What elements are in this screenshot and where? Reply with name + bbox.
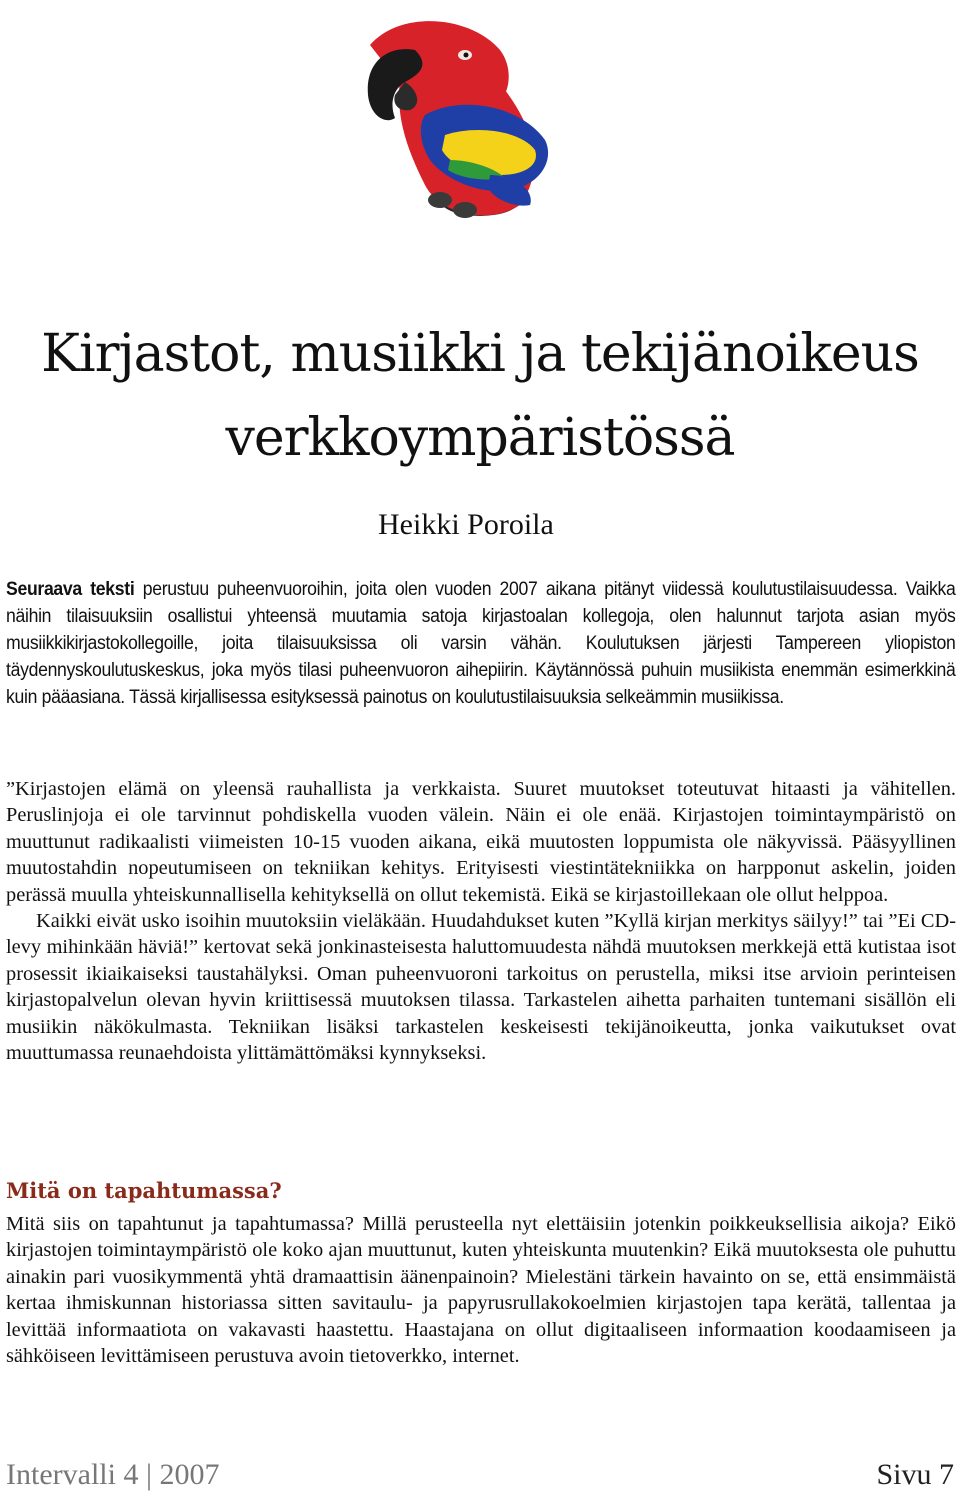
body-paragraph-2: Kaikki eivät usko isoihin muutoksiin vieläkään. Huudahdukset kuten ”Kyllä kirjan merkitys säilyy!” tai ”Ei CD-levy mihinkään häviä!” kertovat sekä jonkinasteisesta haluttomuudesta nähdä muutoksen merkkejä että kutistaa isot prosessit ikiaikaiseksi taustahälyksi. Oman puheenvuoroni tarkoitus on perustella, miksi itse arvioin perinteisen kirjastopalvelun olevan hyvin kriittisessä muutoksen tilassa. Tarkastelen aihetta parhaiten tuntemani sisällön eli musiikin näkökulmasta. Tekniikan lisäksi tarkastelen keskeisesti tekijänoikeutta, jonka vaikutukset ovat muuttumassa reunaehdoista ylittämättömäksi kynnykseksi. (6, 910, 956, 1065)
intro-text: perustuu puheenvuoroihin, joita olen vuoden 2007 aikana pitänyt viidessä koulutustilaisuudessa. Vaikka näihin tilaisuuksiin osallistui yhteensä muutamia satoja kirjastoalan kollegoja, olen halunnut tarjota asian myös musiikkikirjastokollegoille, joita tilaisuuksissa oli varsin vähän. Koulutuksen järjesti Tampereen yliopiston täydennyskoulutuskeskus, joka myös tilasi puheenvuoron aihepiirin. Käytännössä puhuin musiikista enemmän esimerkkinä kuin pääasiana. Tässä kirjallisessa esityksessä painotus on koulutustilaisuuksia selkeämmin musiikissa. (6, 578, 956, 708)
title-line-1: Kirjastot, musiikki ja tekijänoikeus (41, 324, 919, 384)
intro-lead: Seuraava teksti (6, 578, 135, 600)
article-body (6, 776, 956, 1066)
title-line-2: verkkoympäristössä (225, 408, 735, 468)
intro-paragraph (6, 576, 956, 711)
section-heading: Mitä on tapahtumassa? (6, 1178, 282, 1203)
section-paragraph: Mitä siis on tapahtunut ja tapahtumassa? Millä perusteella nyt elettäisiin jotenkin poikkeuksellisia aikoja? Eikö kirjastojen toimintaympäristö ole koko ajan muuttunut, kuten yhteiskunta muutenkin? Eikä muutoksesta ole puhuttu ainakin pari vuosikymmentä yhtä dramaattisin äänenpainoin? Mielestäni tärkein havainto on se, että ensimmäistä kertaa ihmiskunnan historiassa sitten savitaulu- ja papyrusrullakokoelmien kirjastojen tapa kerätä, tallentaa ja levittää informaatiota on vakavasti haastettu. Haastajana on ollut digitaaliseen informaation koodaamiseen ja sähköiseen levittämiseen perustuva avoin tietoverkko, internet. (6, 1213, 956, 1368)
footer-publication: Intervalli 4 | 2007 (6, 1458, 220, 1491)
page-title (0, 312, 960, 480)
body-paragraph-1: ”Kirjastojen elämä on yleensä rauhallista ja verkkaista. Suuret muutokset toteutuvat hitaasti ja vähitellen. Peruslinjoja ei ole tarvinnut pohdiskella vuoden välein. Näin ei ole enää. Kirjastojen toimintaympäristö on muuttunut radikaalisti viimeisten 10-15 vuoden aikana, eikä muutosten loppumista ole näkyvissä. Pääsyyllinen muutostahdin nopeutumiseen on tekniikan kehitys. Erityisesti viestintätekniikka on harpponut askelin, joiden perässä muulla yhteiskunnallisella kehityksellä on ollut tekemistä. Eikä se kirjastoillekaan ole ollut helppoa. (6, 778, 956, 906)
author-name: Heikki Poroila (378, 508, 554, 541)
parrot-figurine-icon (330, 10, 600, 230)
section-body (6, 1211, 956, 1369)
footer-page-number: Sivu 7 (876, 1458, 954, 1491)
